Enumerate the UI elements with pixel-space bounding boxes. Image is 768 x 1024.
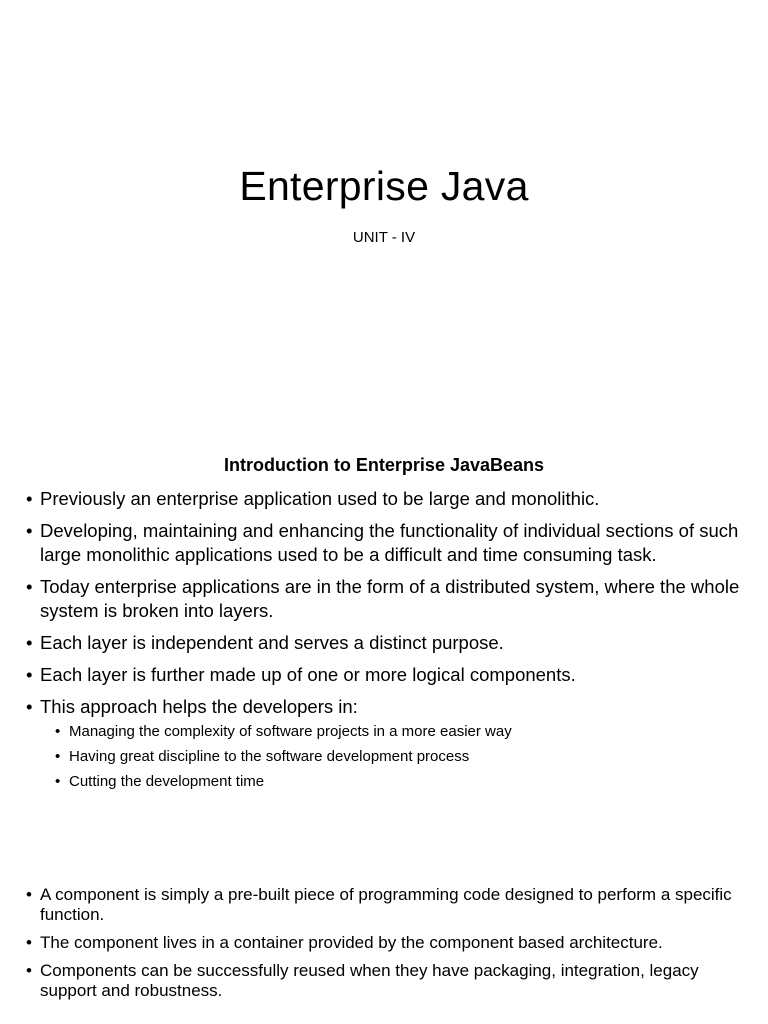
slide-title: Enterprise Java — [239, 163, 529, 209]
sub-bullet-text: Having great discipline to the software development process — [69, 748, 470, 765]
bullet-item — [26, 631, 742, 655]
bullet-list — [26, 885, 742, 1009]
sub-bullet-text: Cutting the development time — [69, 773, 265, 790]
bullet-list — [26, 487, 742, 801]
bullet-text: Developing, maintaining and enhancing the functionality of individual sections of such large monolithic applications used to be a difficult and time consuming task. — [40, 520, 739, 565]
bullet-icon: • — [55, 773, 61, 790]
bullet-text: Each layer is further made up of one or more logical components. — [40, 664, 576, 685]
bullet-item — [26, 519, 742, 567]
sub-bullet-list — [40, 721, 742, 793]
title-slide — [0, 0, 768, 432]
bullet-icon: • — [26, 933, 32, 952]
bullet-icon: • — [26, 488, 33, 509]
bullet-icon: • — [26, 961, 32, 980]
bullet-icon: • — [26, 520, 33, 541]
bullet-item — [26, 487, 742, 511]
bullet-item — [26, 933, 742, 953]
bullet-text: The component lives in a container provided by the component based architecture. — [40, 933, 663, 952]
bullet-item — [26, 961, 742, 1001]
bullet-item — [26, 695, 742, 793]
slide-subtitle: UNIT - IV — [352, 229, 416, 246]
bullet-icon: • — [55, 723, 61, 740]
slide-heading: Introduction to Enterprise JavaBeans — [223, 455, 545, 475]
bullet-text: Previously an enterprise application used to be large and monolithic. — [40, 488, 600, 509]
bullet-icon: • — [26, 885, 32, 904]
sub-bullet-item — [55, 721, 742, 743]
bullet-item — [26, 575, 742, 623]
content-slide-components — [0, 864, 768, 1024]
sub-bullet-item — [55, 746, 742, 768]
bullet-icon: • — [26, 696, 33, 717]
bullet-text: A component is simply a pre-built piece of programming code designed to perform a specific function. — [40, 885, 732, 924]
bullet-text: Today enterprise applications are in the form of a distributed system, where the whole system is broken into layers. — [40, 576, 740, 621]
bullet-icon: • — [26, 632, 33, 653]
bullet-icon: • — [26, 664, 33, 685]
content-slide-ejb-intro — [0, 432, 768, 864]
bullet-text: Components can be successfully reused when they have packaging, integration, legacy support and robustness. — [40, 961, 699, 1000]
bullet-item — [26, 663, 742, 687]
sub-bullet-item — [55, 771, 742, 793]
bullet-item — [26, 885, 742, 925]
sub-bullet-text: Managing the complexity of software projects in a more easier way — [69, 723, 512, 740]
bullet-text: Each layer is independent and serves a distinct purpose. — [40, 632, 504, 653]
bullet-text: This approach helps the developers in: — [40, 696, 358, 717]
bullet-icon: • — [26, 576, 33, 597]
bullet-icon: • — [55, 748, 61, 765]
